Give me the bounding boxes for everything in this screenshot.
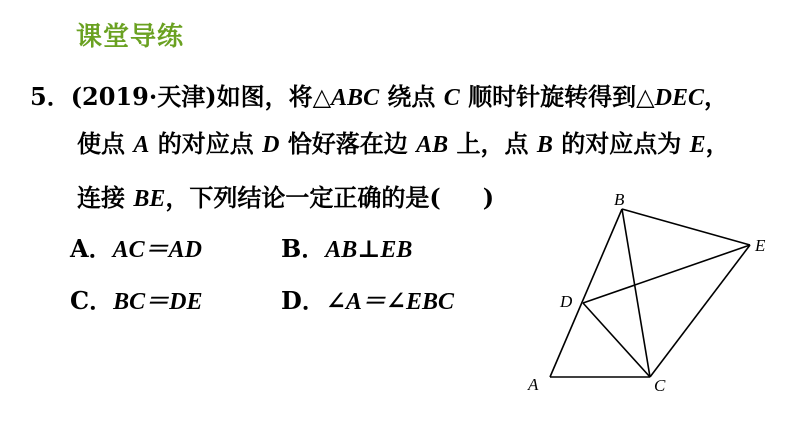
text: 绕点 bbox=[379, 82, 444, 111]
option-b[interactable] bbox=[281, 234, 412, 265]
text: 的对应点 bbox=[149, 129, 263, 158]
text: 使点 bbox=[77, 129, 134, 158]
option-expression: ∠A＝∠EBC bbox=[325, 289, 455, 315]
geometry-figure bbox=[520, 185, 780, 400]
option-d[interactable] bbox=[281, 286, 454, 317]
point-label-d: D bbox=[560, 292, 573, 311]
question-line-1 bbox=[30, 82, 728, 113]
segment-de bbox=[583, 245, 750, 303]
text: 上，点 bbox=[448, 129, 537, 158]
math: AB bbox=[416, 132, 449, 158]
option-c[interactable] bbox=[70, 286, 202, 317]
question-number: 5． bbox=[30, 82, 71, 111]
math: BE bbox=[133, 186, 166, 212]
math: C bbox=[443, 85, 460, 111]
question-source: (2019·天津) bbox=[70, 82, 217, 111]
math: E bbox=[689, 132, 706, 158]
option-expression: AC＝AD bbox=[112, 237, 202, 263]
point-label-a: A bbox=[528, 375, 539, 394]
text: 如图，将△ bbox=[216, 82, 332, 111]
math: D bbox=[262, 132, 280, 158]
question-line-2 bbox=[77, 129, 730, 160]
text: ， bbox=[705, 129, 730, 158]
math: DEC bbox=[654, 85, 704, 111]
section-title: 课堂导练 bbox=[76, 22, 185, 52]
math: ABC bbox=[331, 85, 380, 111]
segment-ec bbox=[650, 245, 750, 377]
option-label: D． bbox=[281, 286, 326, 315]
text: ) bbox=[482, 183, 495, 212]
text: 的对应点为 bbox=[552, 129, 690, 158]
point-label-e: E bbox=[755, 236, 766, 255]
point-label-c: C bbox=[654, 376, 666, 395]
option-label: A． bbox=[70, 234, 113, 263]
option-label: C． bbox=[70, 286, 114, 315]
text: 连接 bbox=[77, 183, 134, 212]
math: A bbox=[133, 132, 150, 158]
math: B bbox=[536, 132, 553, 158]
text: 恰好落在边 bbox=[279, 129, 417, 158]
text: 顺时针旋转得到△ bbox=[459, 82, 655, 111]
text: ，下列结论一定正确的是( bbox=[165, 183, 441, 212]
text: ， bbox=[703, 82, 728, 111]
question-line-3 bbox=[77, 183, 494, 214]
option-expression: AB⊥EB bbox=[325, 237, 413, 263]
point-label-b: B bbox=[614, 190, 625, 209]
segment-be bbox=[622, 209, 750, 245]
option-a[interactable] bbox=[70, 234, 202, 265]
option-label: B． bbox=[281, 234, 326, 263]
option-expression: BC＝DE bbox=[113, 289, 203, 315]
